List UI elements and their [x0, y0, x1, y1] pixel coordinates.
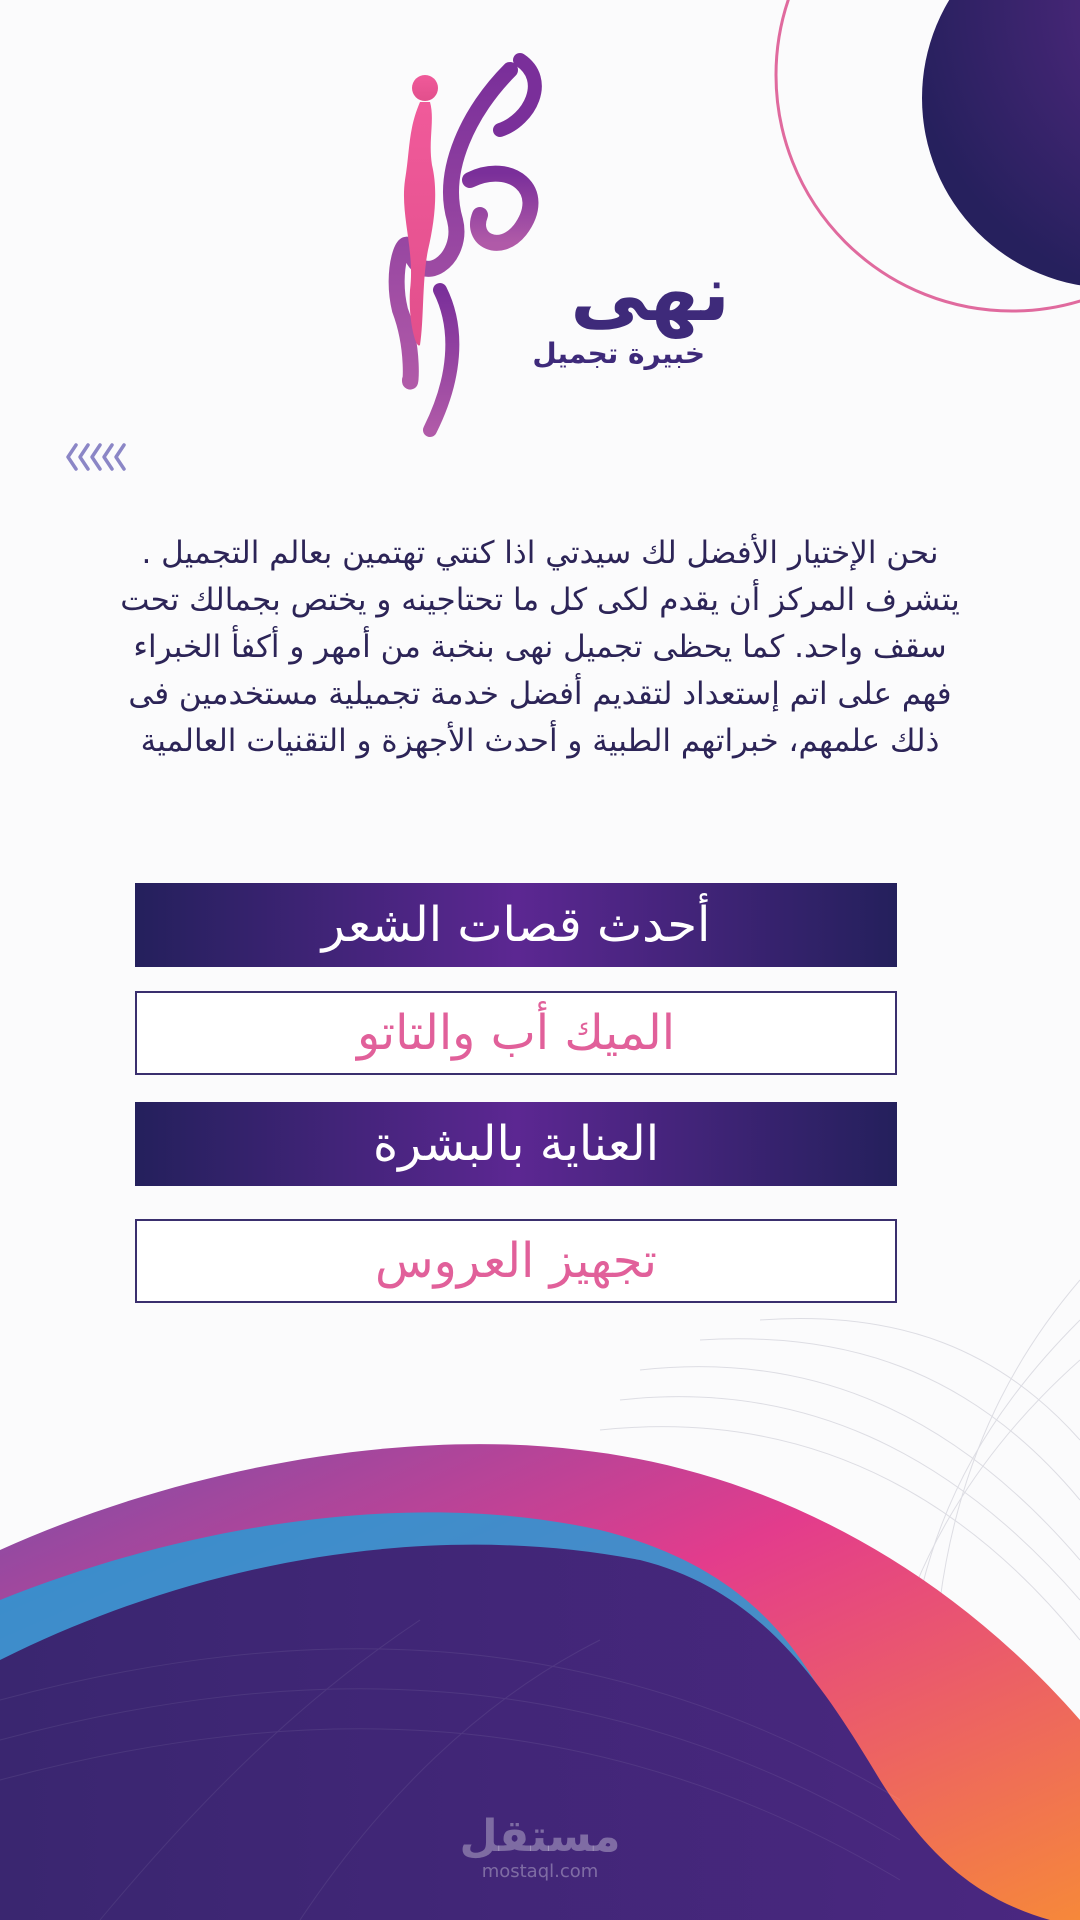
brand-logo: [380, 50, 740, 450]
watermark-latin: mostaql.com: [481, 1861, 599, 1882]
corner-circle-filled: [922, 0, 1080, 288]
watermark: [410, 1811, 670, 1883]
intro-paragraph: نحن الإختيار الأفضل لك سيدتي اذا كنتي تهتمين بعالم التجميل . يتشرف المركز أن يقدم لكى كل ما تحتاجينه و يختص بجمالك تحت سقف واحد. كما يحظى تجميل نهى بنخبة من أمهر و أكفأ الخبراء فهم على اتم إستعداد لتقديم أفضل خدمة تجميلية مستخدمين فى ذلك علمهم، خبراتهم الطبية و أحدث الأجهزة و التقنيات العالمية: [120, 535, 960, 759]
service-makeup-tattoo-button[interactable]: الميك أب والتاتو: [135, 991, 897, 1075]
service-skincare-button[interactable]: العناية بالبشرة: [135, 1102, 897, 1186]
brand-subtitle: خبيرة تجميل: [532, 337, 705, 370]
brand-name: نهى: [570, 249, 730, 339]
service-bridal-button[interactable]: تجهيز العروس: [135, 1219, 897, 1303]
service-haircuts-button[interactable]: أحدث قصات الشعر: [135, 883, 897, 967]
watermark-arabic: مستقل: [459, 1811, 621, 1862]
double-chevron-left-icon: [66, 441, 136, 473]
